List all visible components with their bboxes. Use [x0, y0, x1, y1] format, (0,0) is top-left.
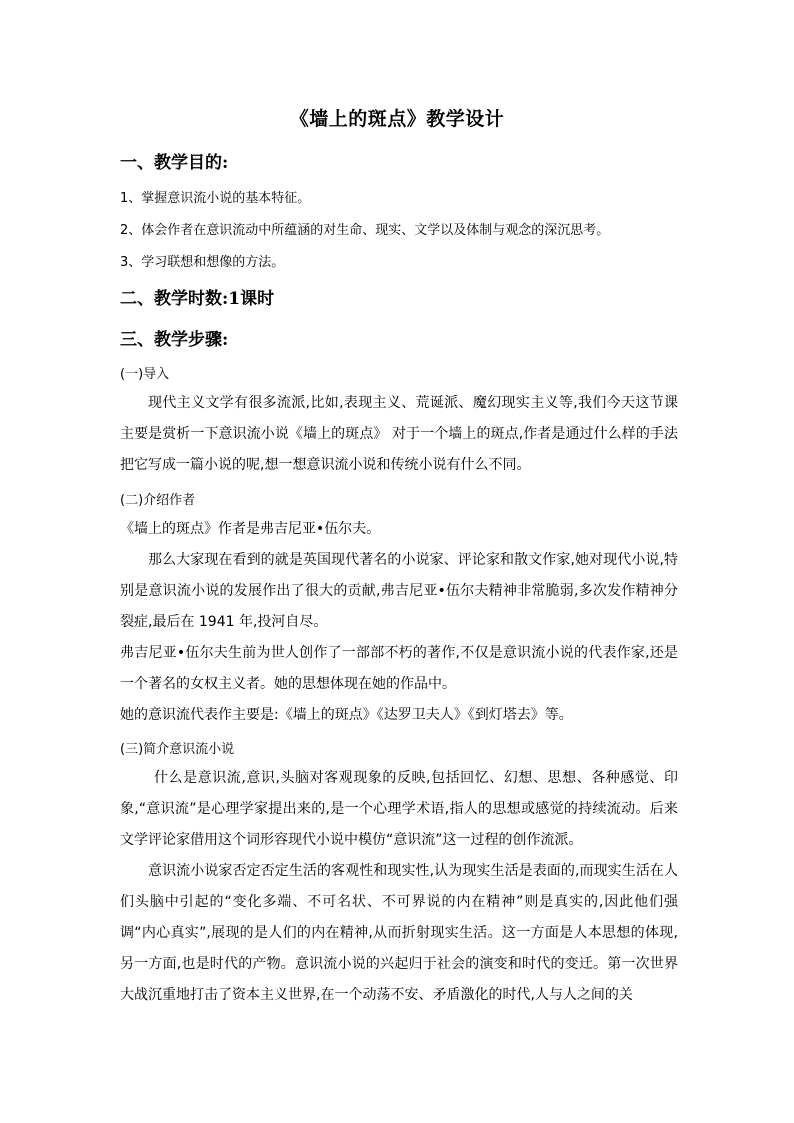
section-heading-hours: 二、教学时数:1课时 [120, 289, 275, 309]
paragraph-representative-works: 她的意识流代表作主要是:《墙上的斑点》《达罗卫夫人》《到灯塔去》等。 [120, 707, 573, 723]
paragraph-characteristics: 意识流小说家否定否定生活的客观性和现实性,认为现实生活是表面的,而现实生活在人们头脑中引起的“变化多端、不可名状、不可界说的内在精神”则是真实的,因此他们强调“内心真实”,展现的是人们的内在精神,从而折射现实生活。这一方面是人本思想的体现,另一方面,也是时代的产物。意识流小说的兴起归于社会的演变和时代的变迁。第一次世界大战沉重地打击了资本主义世界,在一个动荡不安、矛盾激化的时代,人与人之间的关 [120, 863, 678, 1003]
paragraph-author-works: 弗吉尼亚•伍尔夫生前为世人创作了一部部不朽的著作,不仅是意识流小说的代表作家,还是一个著名的女权主义者。她的思想体现在她的作品中。 [120, 645, 678, 692]
objective-item-3: 3、学习联想和想像的方法。 [120, 255, 285, 270]
objective-item-2: 2、体会作者在意识流动中所蕴涵的对生命、现实、文学以及体制与观念的深沉思考。 [120, 223, 610, 238]
section-heading-steps: 三、教学步骤: [120, 330, 229, 350]
paragraph-author-name: 《墙上的斑点》作者是弗吉尼亚•伍尔夫。 [120, 521, 381, 537]
subheading-introduction: (一)导入 [120, 367, 170, 382]
document-title: 《墙上的斑点》教学设计 [289, 108, 505, 130]
paragraph-definition: 什么是意识流,意识,头脑对客观现象的反映,包括回忆、幻想、思想、各种感觉、印象,“意识流”是心理学家提出来的,是一个心理学术语,指人的思想或感觉的持续流动。后来文学评论家借用这个词形容现代小说中模仿“意识流”这一过程的创作流派。 [120, 770, 678, 848]
subheading-stream-of-consciousness: (三)简介意识流小说 [120, 742, 235, 757]
subheading-author: (二)介绍作者 [120, 493, 196, 508]
objective-item-1: 1、掌握意识流小说的基本特征。 [120, 191, 311, 206]
paragraph-introduction: 现代主义文学有很多流派,比如,表现主义、荒诞派、魔幻现实主义等,我们今天这节课主要是赏析一下意识流小说《墙上的斑点》 对于一个墙上的斑点,作者是通过什么样的手法把它写成一篇小说的呢,想一想意识流小说和传统小说有什么不同。 [120, 395, 678, 473]
section-heading-objectives: 一、教学目的: [120, 153, 229, 173]
paragraph-author-bio: 那么大家现在看到的就是英国现代著名的小说家、评论家和散文作家,她对现代小说,特别是意识流小说的发展作出了很大的贡献,弗吉尼亚•伍尔夫精神非常脆弱,多次发作精神分裂症,最后在 1941 年,投河自尽。 [120, 552, 678, 630]
